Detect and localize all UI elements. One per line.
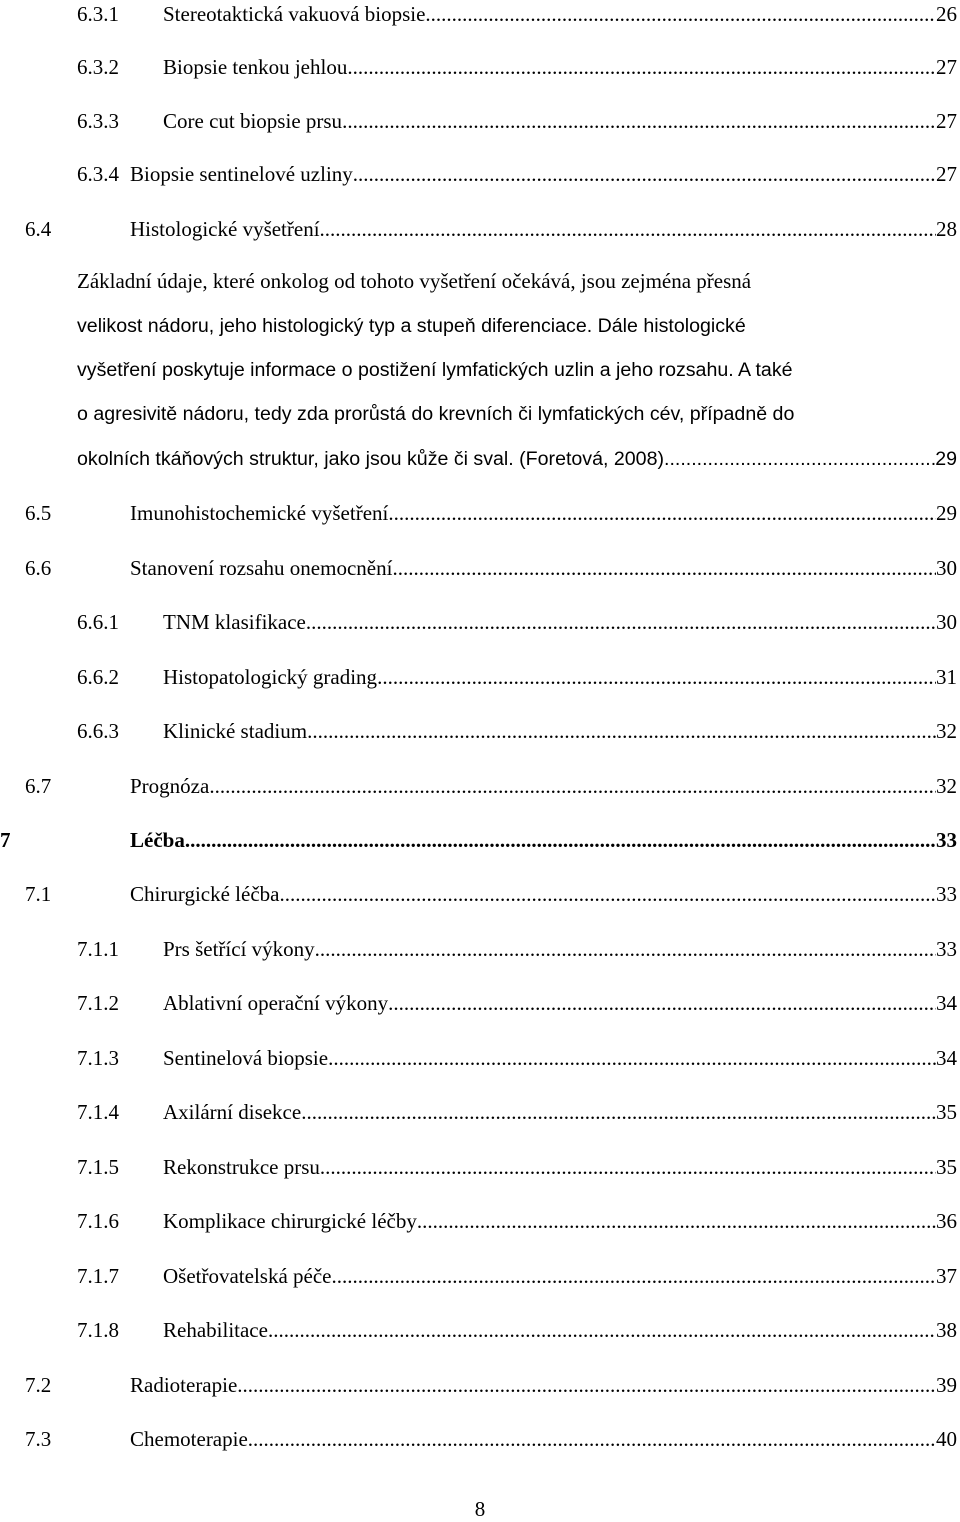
toc-entry-6-3-2[interactable] [0,53,960,81]
toc-entry-7-1-5[interactable] [0,1153,960,1181]
toc-title: Sentinelová biopsie [163,1046,329,1070]
toc-title: Prognóza [130,774,210,798]
toc-number: 7.1.2 [77,991,119,1015]
toc-leader-dots [279,880,936,908]
toc-leader-dots [332,1262,936,1290]
toc-number: 7.1.4 [77,1100,119,1124]
toc-page-number: 27 [936,55,957,79]
toc-entry-6-6-1[interactable] [0,608,960,636]
toc-page-number: 27 [936,109,957,133]
toc-page-number: 34 [936,991,957,1015]
toc-page-number: 33 [936,882,957,906]
toc-number: 7.1.8 [77,1318,119,1342]
toc-page-number: 29 [935,448,957,470]
toc-title: Biopsie tenkou jehlou [163,55,348,79]
toc-page-number: 39 [936,1373,957,1397]
toc-page-number: 35 [936,1100,957,1124]
toc-entry-7-1-2[interactable] [0,989,960,1017]
toc-title: Rehabilitace [163,1318,268,1342]
toc-page-number: 32 [936,719,957,743]
toc-leader-dots [268,1316,936,1344]
toc-entry-7[interactable] [0,826,960,854]
toc-entry-7-1[interactable] [0,880,960,908]
page-number-footer: 8 [474,1497,486,1521]
toc-leader-dots [306,608,936,636]
toc-entry-7-1-7[interactable] [0,1262,960,1290]
toc-title: Stanovení rozsahu onemocnění [130,556,393,580]
toc-page-number: 33 [936,828,957,852]
toc-entry-7-1-1[interactable] [0,935,960,963]
toc-number: 7.1 [25,882,52,906]
toc-leader-dots [209,772,936,800]
toc-page-number: 37 [936,1264,957,1288]
toc-number: 7.1.7 [77,1264,119,1288]
toc-number: 7 [0,828,11,852]
toc-entry-7-1-6[interactable] [0,1207,960,1235]
toc-page-number: 26 [936,2,957,26]
toc-leader-dots [342,107,936,135]
toc-leader-dots [417,1207,936,1235]
toc-title: Prs šetřící výkony [163,937,315,961]
toc-number: 7.1.5 [77,1155,119,1179]
toc-title: Ablativní operační výkony [163,991,389,1015]
toc-number: 7.3 [25,1427,52,1451]
toc-entry-7-1-3[interactable] [0,1044,960,1072]
toc-entry-7-1-8[interactable] [0,1316,960,1344]
toc-number: 6.3.1 [77,2,119,26]
toc-leader-dots [392,554,936,582]
toc-title: Histologické vyšetření [130,217,320,241]
toc-entry-6-6[interactable] [0,554,960,582]
toc-number: 6.3.3 [77,109,119,133]
toc-entry-7-2[interactable] [0,1371,960,1399]
paragraph-line: vyšetření poskytuje informace o postižení lymfatických uzlin a jeho rozsahu. A také [77,359,793,381]
toc-number: 6.4 [25,217,52,241]
toc-title: Ošetřovatelská péče [163,1264,332,1288]
paragraph-line-with-page[interactable] [77,444,957,474]
toc-page-number: 31 [936,665,957,689]
toc-title: Klinické stadium [163,719,308,743]
toc-number: 7.1.3 [77,1046,119,1070]
toc-entry-6-6-3[interactable] [0,717,960,745]
toc-leader-dots [315,935,936,963]
toc-entry-6-7[interactable] [0,772,960,800]
toc-leader-dots [377,663,936,691]
toc-title: Core cut biopsie prsu [163,109,343,133]
toc-title: Histopatologický grading [163,665,378,689]
toc-leader-dots [320,215,936,243]
toc-title: Léčba [130,828,185,852]
toc-page-number: 28 [936,217,957,241]
toc-number: 6.6.1 [77,610,119,634]
toc-number: 6.3.2 [77,55,119,79]
toc-leader-dots [328,1044,936,1072]
toc-page-number: 35 [936,1155,957,1179]
toc-number: 6.5 [25,501,52,525]
toc-number: 6.6.3 [77,719,119,743]
toc-title: Chemoterapie [130,1427,248,1451]
toc-page-number: 36 [936,1209,957,1233]
paragraph-line: Základní údaje, které onkolog od tohoto vyšetření očekává, jsou zejména přesná [77,269,752,293]
toc-page-number: 30 [936,556,957,580]
toc-number: 6.7 [25,774,52,798]
toc-entry-6-5[interactable] [0,499,960,527]
toc-leader-dots [185,826,936,854]
toc-leader-dots [307,717,936,745]
paragraph-line: o agresivitě nádoru, tedy zda prorůstá do krevních či lymfatických cév, případně do [77,403,795,425]
toc-page-number: 40 [936,1427,957,1451]
toc-number: 6.6.2 [77,665,119,689]
toc-leader-dots [388,989,936,1017]
toc-leader-dots [664,444,935,474]
toc-number: 6.6 [25,556,52,580]
toc-entry-6-3-3[interactable] [0,107,960,135]
toc-title: Stereotaktická vakuová biopsie [163,2,426,26]
paragraph-line-text: okolních tkáňových struktur, jako jsou kůže či sval. (Foretová, 2008) [77,448,664,470]
toc-page-number: 27 [936,162,957,186]
toc-leader-dots [320,1153,936,1181]
toc-leader-dots [425,0,936,28]
toc-entry-7-3[interactable] [0,1425,960,1453]
histology-paragraph [77,266,957,476]
toc-leader-dots [388,499,936,527]
toc-page-number: 34 [936,1046,957,1070]
toc-page-number: 38 [936,1318,957,1342]
toc-title: Chirurgické léčba [130,882,280,906]
toc-title: TNM klasifikace [163,610,306,634]
toc-title: Imunohistochemické vyšetření [130,501,389,525]
toc-title: Radioterapie [130,1373,238,1397]
toc-number: 7.2 [25,1373,52,1397]
toc-page-number: 32 [936,774,957,798]
toc-number: 7.1.1 [77,937,119,961]
toc-leader-dots [301,1098,936,1126]
toc-leader-dots [347,53,936,81]
toc-title: Axilární disekce [163,1100,302,1124]
toc-leader-dots [237,1371,936,1399]
toc-page-number: 33 [936,937,957,961]
toc-entry-6-6-2[interactable] [0,663,960,691]
toc-number: 6.3.4 [77,162,119,186]
toc-number: 7.1.6 [77,1209,119,1233]
toc-title: Komplikace chirurgické léčby [163,1209,417,1233]
toc-leader-dots [353,160,936,188]
toc-leader-dots [248,1425,936,1453]
toc-page-number: 30 [936,610,957,634]
paragraph-line: velikost nádoru, jeho histologický typ a stupeň diferenciace. Dále histologické [77,315,746,337]
toc-title: Rekonstrukce prsu [163,1155,320,1179]
toc-entry-6-3-4[interactable] [0,160,960,188]
toc-title: Biopsie sentinelové uzliny [130,162,353,186]
toc-entry-6-3-1[interactable] [0,0,960,28]
toc-entry-7-1-4[interactable] [0,1098,960,1126]
toc-entry-6-4[interactable] [0,215,960,243]
toc-page-number: 29 [936,501,957,525]
